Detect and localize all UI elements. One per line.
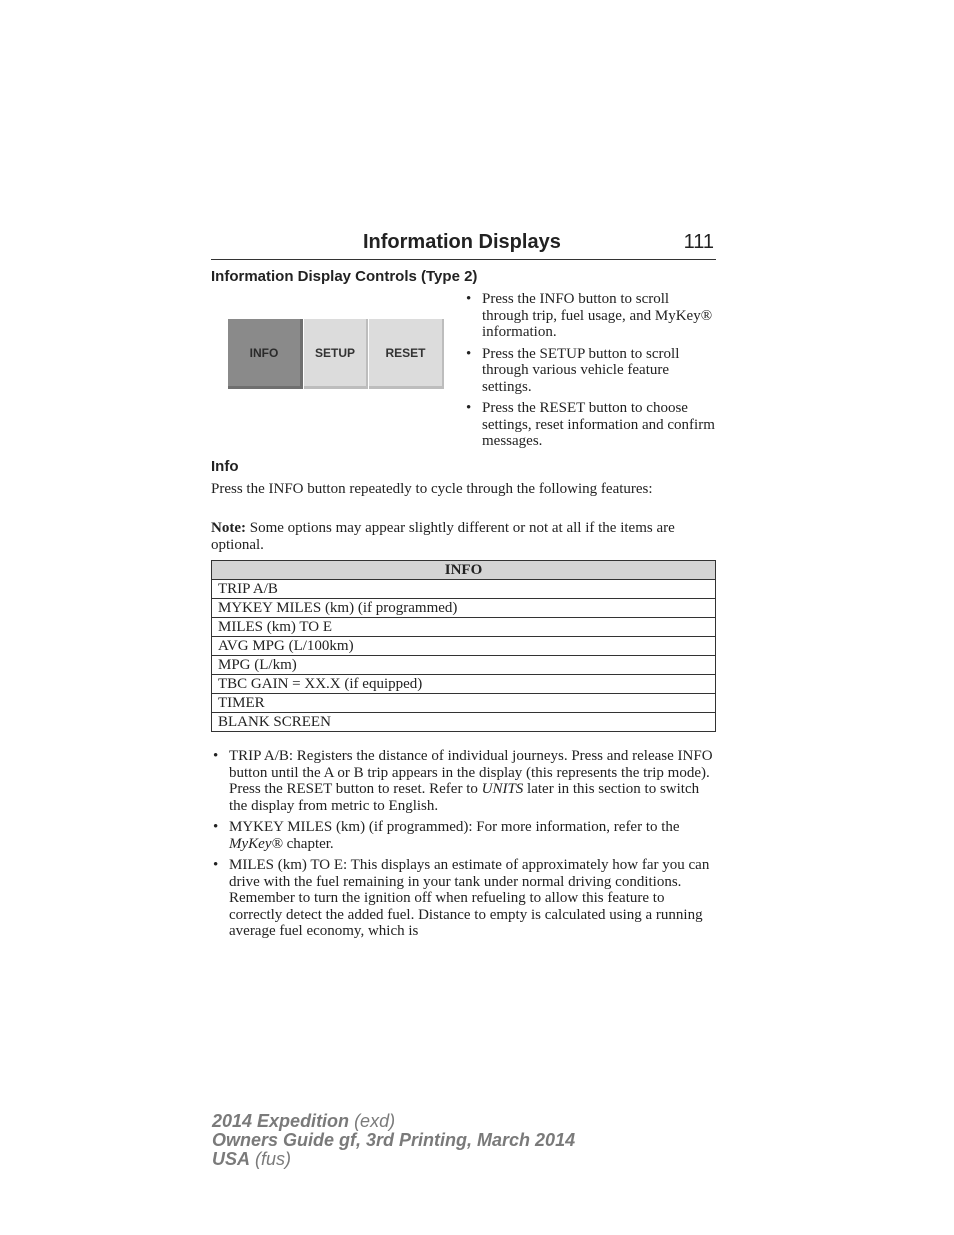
- list-item-miles: • MILES (km) TO E: This displays an estimate of approximately how far you can drive with the fuel remaining in your tank under normal driving conditions. Remember to turn the ignition off when refueling to allow this feature to correctly detect the added fuel. Distance to empty is calculated using a running average fuel economy, which is: [211, 857, 716, 940]
- details-bullet-list: [211, 748, 716, 945]
- table-cell: BLANK SCREEN: [212, 713, 716, 732]
- footer-line-3: USA (fus): [212, 1149, 292, 1169]
- table-header: INFO: [212, 561, 716, 580]
- list-item-trip: • TRIP A/B: Registers the distance of individual journeys. Press and release INFO button until the A or B trip appears in the display (this represents the trip mode). Press the RESET button to reset. Refer to UNITS later in this section to switch the display from metric to English.: [211, 748, 716, 814]
- info-table: [211, 560, 716, 732]
- table-row: [212, 618, 716, 637]
- list-item: • Press the SETUP button to scroll through various vehicle feature settings.: [464, 346, 718, 396]
- page-number: 111: [683, 231, 714, 253]
- page-header: [211, 229, 716, 260]
- section-heading-controls: Information Display Controls (Type 2): [211, 268, 478, 285]
- table-cell: MPG (L/km): [212, 656, 716, 675]
- units-reference: UNITS: [481, 781, 524, 797]
- intro-paragraph: Press the INFO button repeatedly to cycle through the following features:: [211, 481, 653, 497]
- table-row: [212, 637, 716, 656]
- table-header-row: [212, 561, 716, 580]
- table-row: [212, 694, 716, 713]
- table-cell: TBC GAIN = XX.X (if equipped): [212, 675, 716, 694]
- controls-bullet-list: [464, 291, 718, 455]
- list-item-mykey: • MYKEY MILES (km) (if programmed): For more information, refer to the MyKey® chapter.: [211, 819, 716, 852]
- page-title: Information Displays: [363, 231, 561, 253]
- button-panel-illustration: [228, 319, 444, 389]
- footer-line-2: Owners Guide gf, 3rd Printing, March 2014: [212, 1130, 576, 1150]
- section-heading-info: Info: [211, 458, 239, 475]
- note-paragraph: [211, 520, 716, 553]
- table-cell: TIMER: [212, 694, 716, 713]
- table-cell: MILES (km) TO E: [212, 618, 716, 637]
- list-item: • Press the INFO button to scroll through trip, fuel usage, and MyKey® information.: [464, 291, 718, 341]
- setup-button-illustration: SETUP: [304, 319, 368, 389]
- page-footer: [212, 1112, 575, 1169]
- note-label: Note:: [211, 520, 246, 536]
- list-item: • Press the RESET button to choose settings, reset information and confirm messages.: [464, 400, 718, 450]
- table-row: [212, 599, 716, 618]
- footer-line-1: 2014 Expedition (exd): [212, 1111, 396, 1131]
- mykey-reference: MyKey®: [229, 835, 283, 852]
- table-row: [212, 713, 716, 732]
- info-button-illustration: INFO: [228, 319, 303, 389]
- note-text: Some options may appear slightly different or not at all if the items are optional.: [211, 520, 675, 553]
- table-cell: AVG MPG (L/100km): [212, 637, 716, 656]
- table-cell: MYKEY MILES (km) (if programmed): [212, 599, 716, 618]
- table-row: [212, 656, 716, 675]
- table-row: [212, 675, 716, 694]
- table-row: [212, 580, 716, 599]
- reset-button-illustration: RESET: [369, 319, 444, 389]
- table-cell: TRIP A/B: [212, 580, 716, 599]
